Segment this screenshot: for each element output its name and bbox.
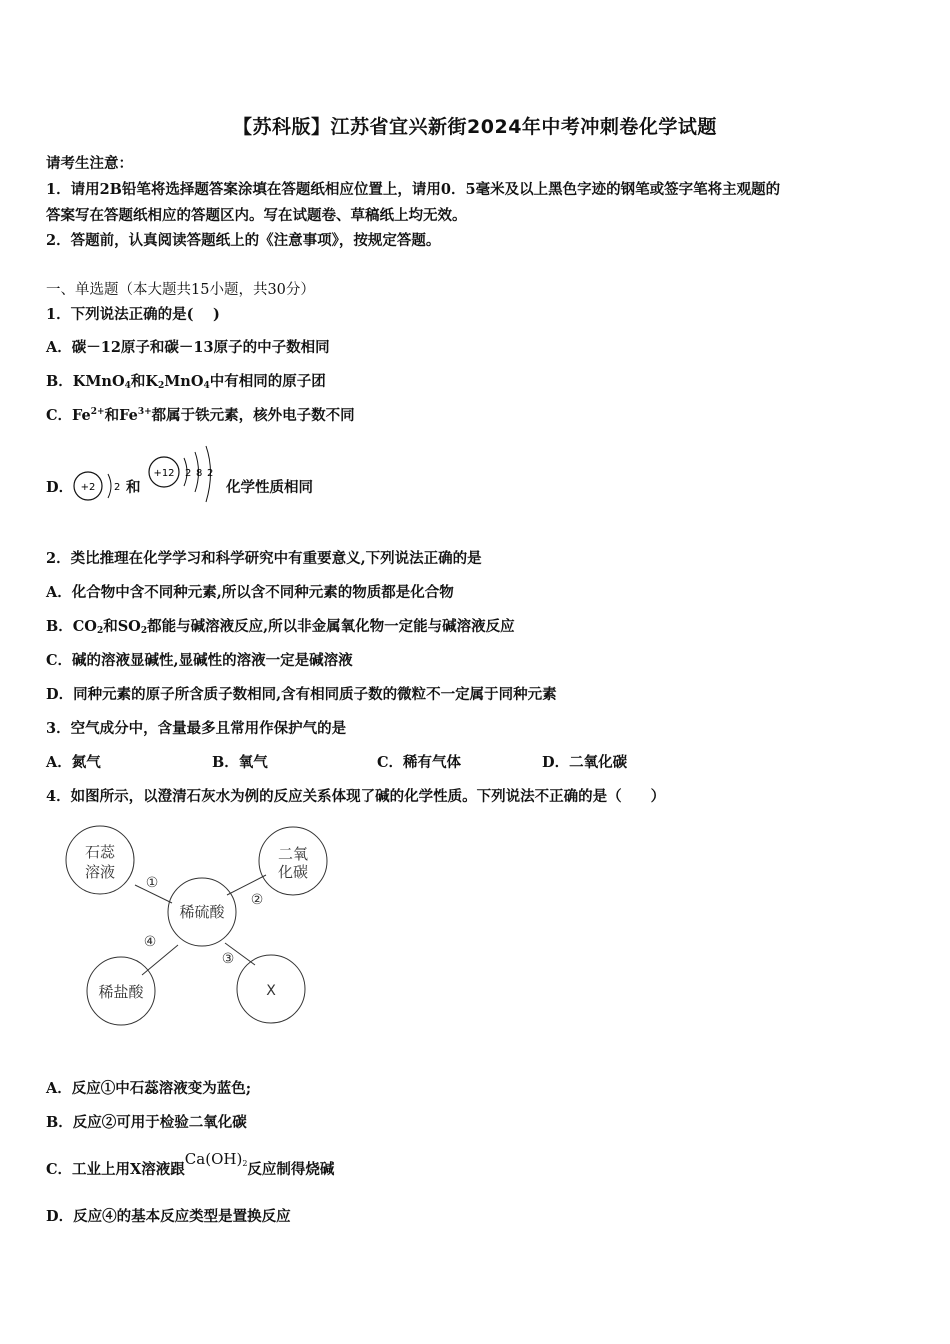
- q3-option-c: C．稀有气体: [377, 754, 462, 771]
- q1-option-a: A．碳－12原子和碳－13原子的中子数相同: [46, 339, 330, 356]
- q2-option-c: C．碱的溶液显碱性,显碱性的溶液一定是碱溶液: [46, 652, 353, 669]
- node-litmus-line1: 石蕊: [84, 843, 116, 861]
- atom1-nucleus: +2: [80, 482, 96, 493]
- label-reaction-2: ②: [250, 892, 264, 908]
- label-reaction-4: ④: [143, 934, 157, 950]
- q1-option-b: B．KMnO$_4$和$K_2MnO_4$中有相同的原子团: [46, 373, 326, 391]
- q1-stem: 1．下列说法正确的是( ): [46, 306, 220, 323]
- q1-option-d-text: 化学性质相同: [226, 479, 313, 496]
- atom2-shell-2: 8: [196, 468, 203, 479]
- q1-option-d-label: D．: [46, 479, 74, 496]
- q1-option-c: C．$Fe^{2+}$和$Fe^{3+}$都属于铁元素，核外电子数不同: [46, 407, 355, 424]
- q3-stem: 3．空气成分中，含量最多且常用作保护气的是: [46, 720, 347, 737]
- q2-option-b: B．$CO_2$和$SO_2$都能与碱溶液反应,所以非金属氧化物一定能与碱溶液反应: [46, 618, 515, 636]
- label-reaction-1: ①: [145, 875, 159, 891]
- section-heading: 一、单选题（本大题共15小题，共30分）: [46, 282, 315, 298]
- atom-structure-he: [70, 460, 130, 510]
- reaction-diagram: [60, 815, 330, 1035]
- atom2-shell-3: 2: [207, 468, 214, 479]
- q4-option-d: D．反应④的基本反应类型是置换反应: [46, 1208, 291, 1225]
- q1-option-d-and: 和: [126, 479, 141, 496]
- q2-option-a: A．化合物中含不同种元素,所以含不同种元素的物质都是化合物: [46, 584, 454, 601]
- notice-item-1a: 1．请用2B铅笔将选择题答案涂填在答题纸相应位置上，请用0．5毫米及以上黑色字迹的钢笔或签字笔将主观题的: [46, 181, 781, 198]
- q4-option-c: C．工业上用X溶液跟$Ca(OH)_2$反应制得烧碱: [46, 1150, 335, 1178]
- node-center: 稀硫酸: [179, 903, 225, 921]
- q3-option-b: B．氧气: [212, 754, 268, 771]
- atom1-shell-1: 2: [114, 482, 121, 493]
- q4-option-b: B．反应②可用于检验二氧化碳: [46, 1114, 247, 1131]
- notice-heading: 请考生注意：: [46, 155, 133, 172]
- node-co2-line2: 化碳: [277, 863, 309, 881]
- formula-caoh2: $Ca(OH)_2$: [184, 1150, 248, 1168]
- node-hcl: 稀盐酸: [98, 983, 144, 1001]
- node-x: X: [266, 983, 276, 999]
- node-litmus-line2: 溶液: [84, 863, 116, 881]
- q2-stem: 2．类比推理在化学学习和科学研究中有重要意义,下列说法正确的是: [46, 550, 482, 567]
- notice-item-1b: 答案写在答题纸相应的答题区内。写在试题卷、草稿纸上均无效。: [46, 207, 467, 224]
- notice-item-2: 2．答题前，认真阅读答题纸上的《注意事项》，按规定答题。: [46, 232, 441, 249]
- atom2-shell-1: 2: [185, 468, 192, 479]
- q2-option-d: D．同种元素的原子所含质子数相同,含有相同质子数的微粒不一定属于同种元素: [46, 686, 557, 703]
- label-reaction-3: ③: [221, 951, 235, 967]
- q3-option-a: A．氮气: [46, 754, 101, 771]
- q4-stem: 4．如图所示，以澄清石灰水为例的反应关系体现了碱的化学性质。下列说法不正确的是（ ）: [46, 788, 666, 805]
- atom2-nucleus: +12: [153, 468, 175, 479]
- page-title: 【苏科版】江苏省宜兴新街2024年中考冲刺卷化学试题: [233, 116, 717, 138]
- atom-structure-mg: [146, 440, 226, 512]
- node-co2-line1: 二氧: [277, 845, 309, 863]
- q3-option-d: D．二氧化碳: [542, 754, 628, 771]
- q4-option-a: A．反应①中石蕊溶液变为蓝色;: [46, 1080, 252, 1097]
